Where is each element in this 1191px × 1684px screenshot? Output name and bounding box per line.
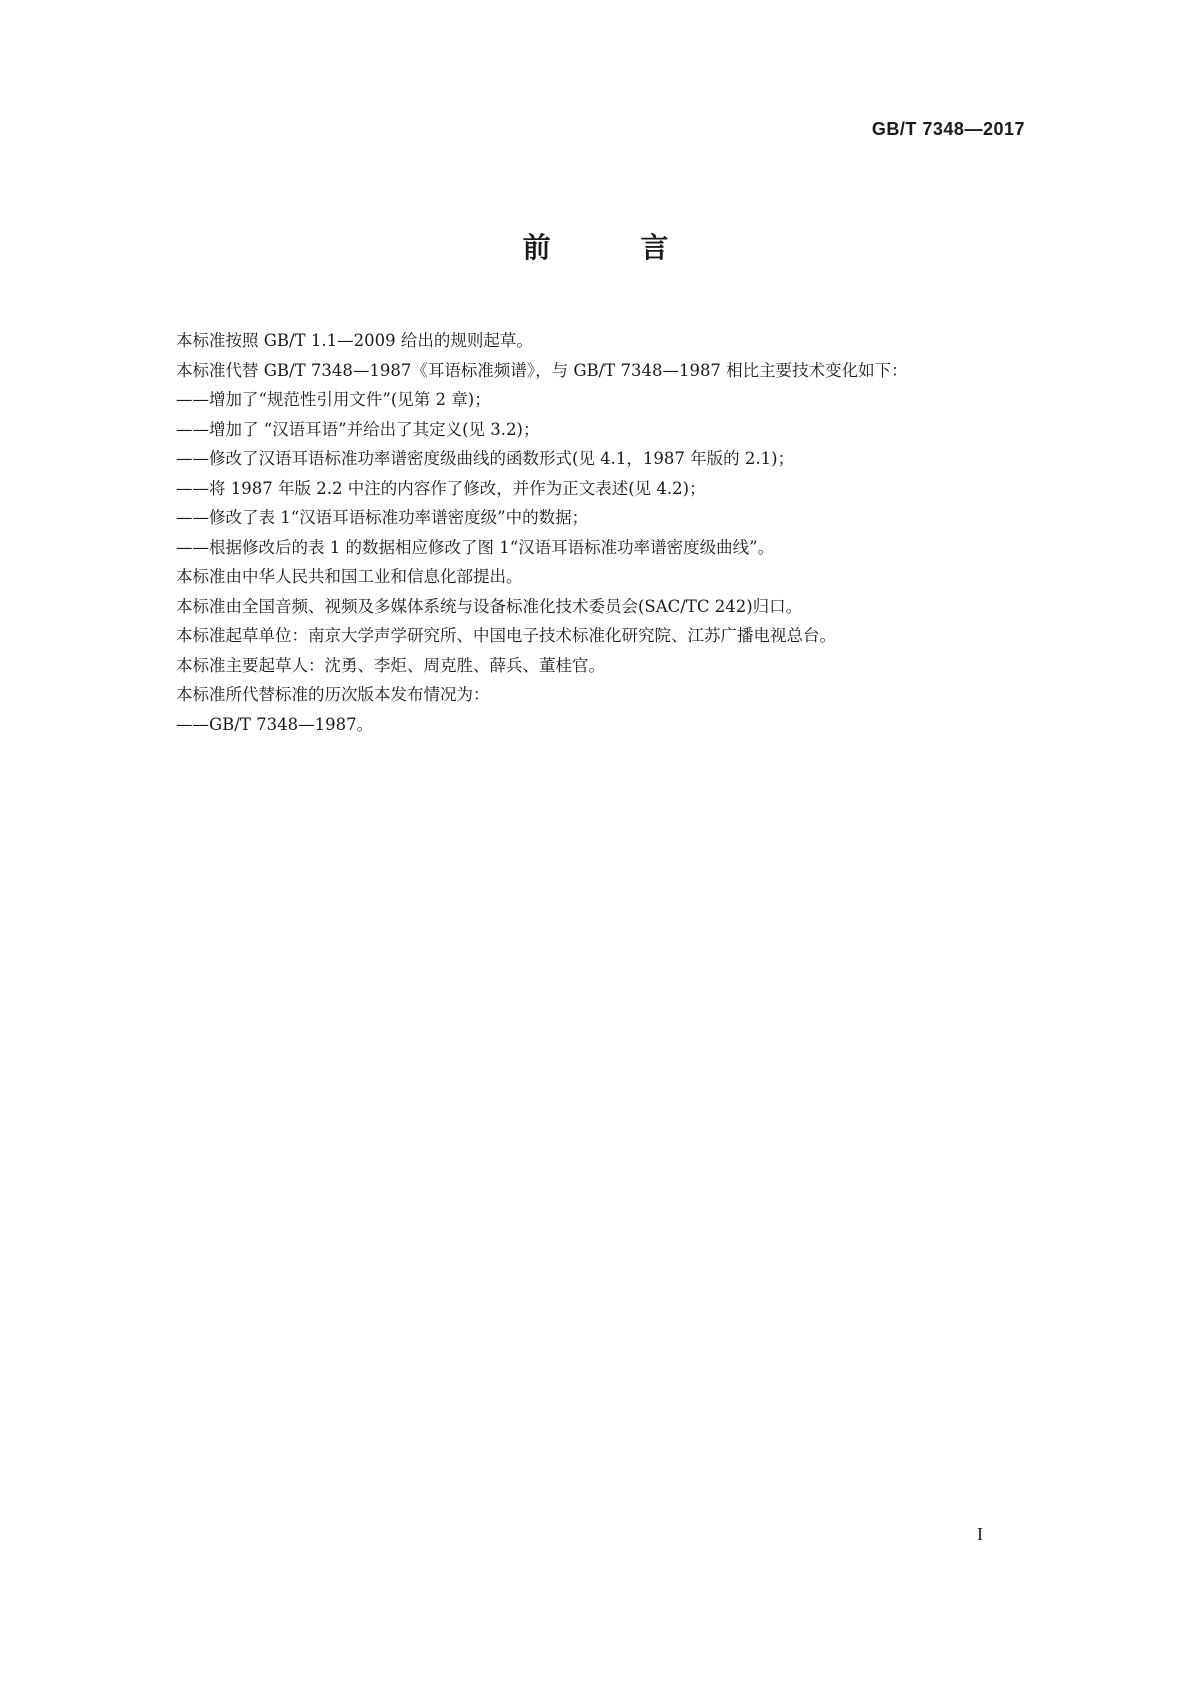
foreword-body (176, 326, 1026, 739)
document-code: GB/T 7348—2017 (871, 119, 1025, 139)
change-item: ——修改了表 1“汉语耳语标准功率谱密度级”中的数据； (176, 508, 589, 527)
paragraph-drafters: 本标准主要起草人：沈勇、李炬、周克胜、薛兵、董桂官。 (176, 655, 605, 675)
previous-version-item: ——GB/T 7348—1987。 (176, 714, 374, 734)
paragraph-proposed-by: 本标准由中华人民共和国工业和信息化部提出。 (176, 567, 523, 586)
paragraph-replaces: 本标准代替 GB/T 7348—1987《耳语标准频谱》，与 GB/T 7348—1987 相比主要技术变化如下： (176, 360, 908, 380)
paragraph-drafting-units: 本标准起草单位：南京大学声学研究所、中国电子技术标准化研究院、江苏广播电视总台。 (176, 626, 836, 645)
change-item: ——根据修改后的表 1 的数据相应修改了图 1“汉语耳语标准功率谱密度级曲线”。 (176, 537, 775, 557)
change-item: ——增加了“规范性引用文件”(见第 2 章)； (176, 390, 491, 409)
change-item: ——增加了 “汉语耳语”并给出了其定义(见 3.2)； (176, 419, 540, 439)
page-number: I (977, 1524, 983, 1544)
paragraph-centralized-by: 本标准由全国音频、视频及多媒体系统与设备标准化技术委员会(SAC/TC 242)归口。 (176, 596, 803, 616)
paragraph-drafting-rules: 本标准按照 GB/T 1.1—2009 给出的规则起草。 (176, 331, 533, 350)
change-item: ——修改了汉语耳语标准功率谱密度级曲线的函数形式(见 4.1，1987 年版的 2.1)； (176, 449, 795, 468)
change-item: ——将 1987 年版 2.2 中注的内容作了修改，并作为正文表述(见 4.2)； (176, 478, 706, 498)
paragraph-previous-versions: 本标准所代替标准的历次版本发布情况为： (176, 685, 490, 704)
page-title: 前 言 (522, 231, 709, 264)
